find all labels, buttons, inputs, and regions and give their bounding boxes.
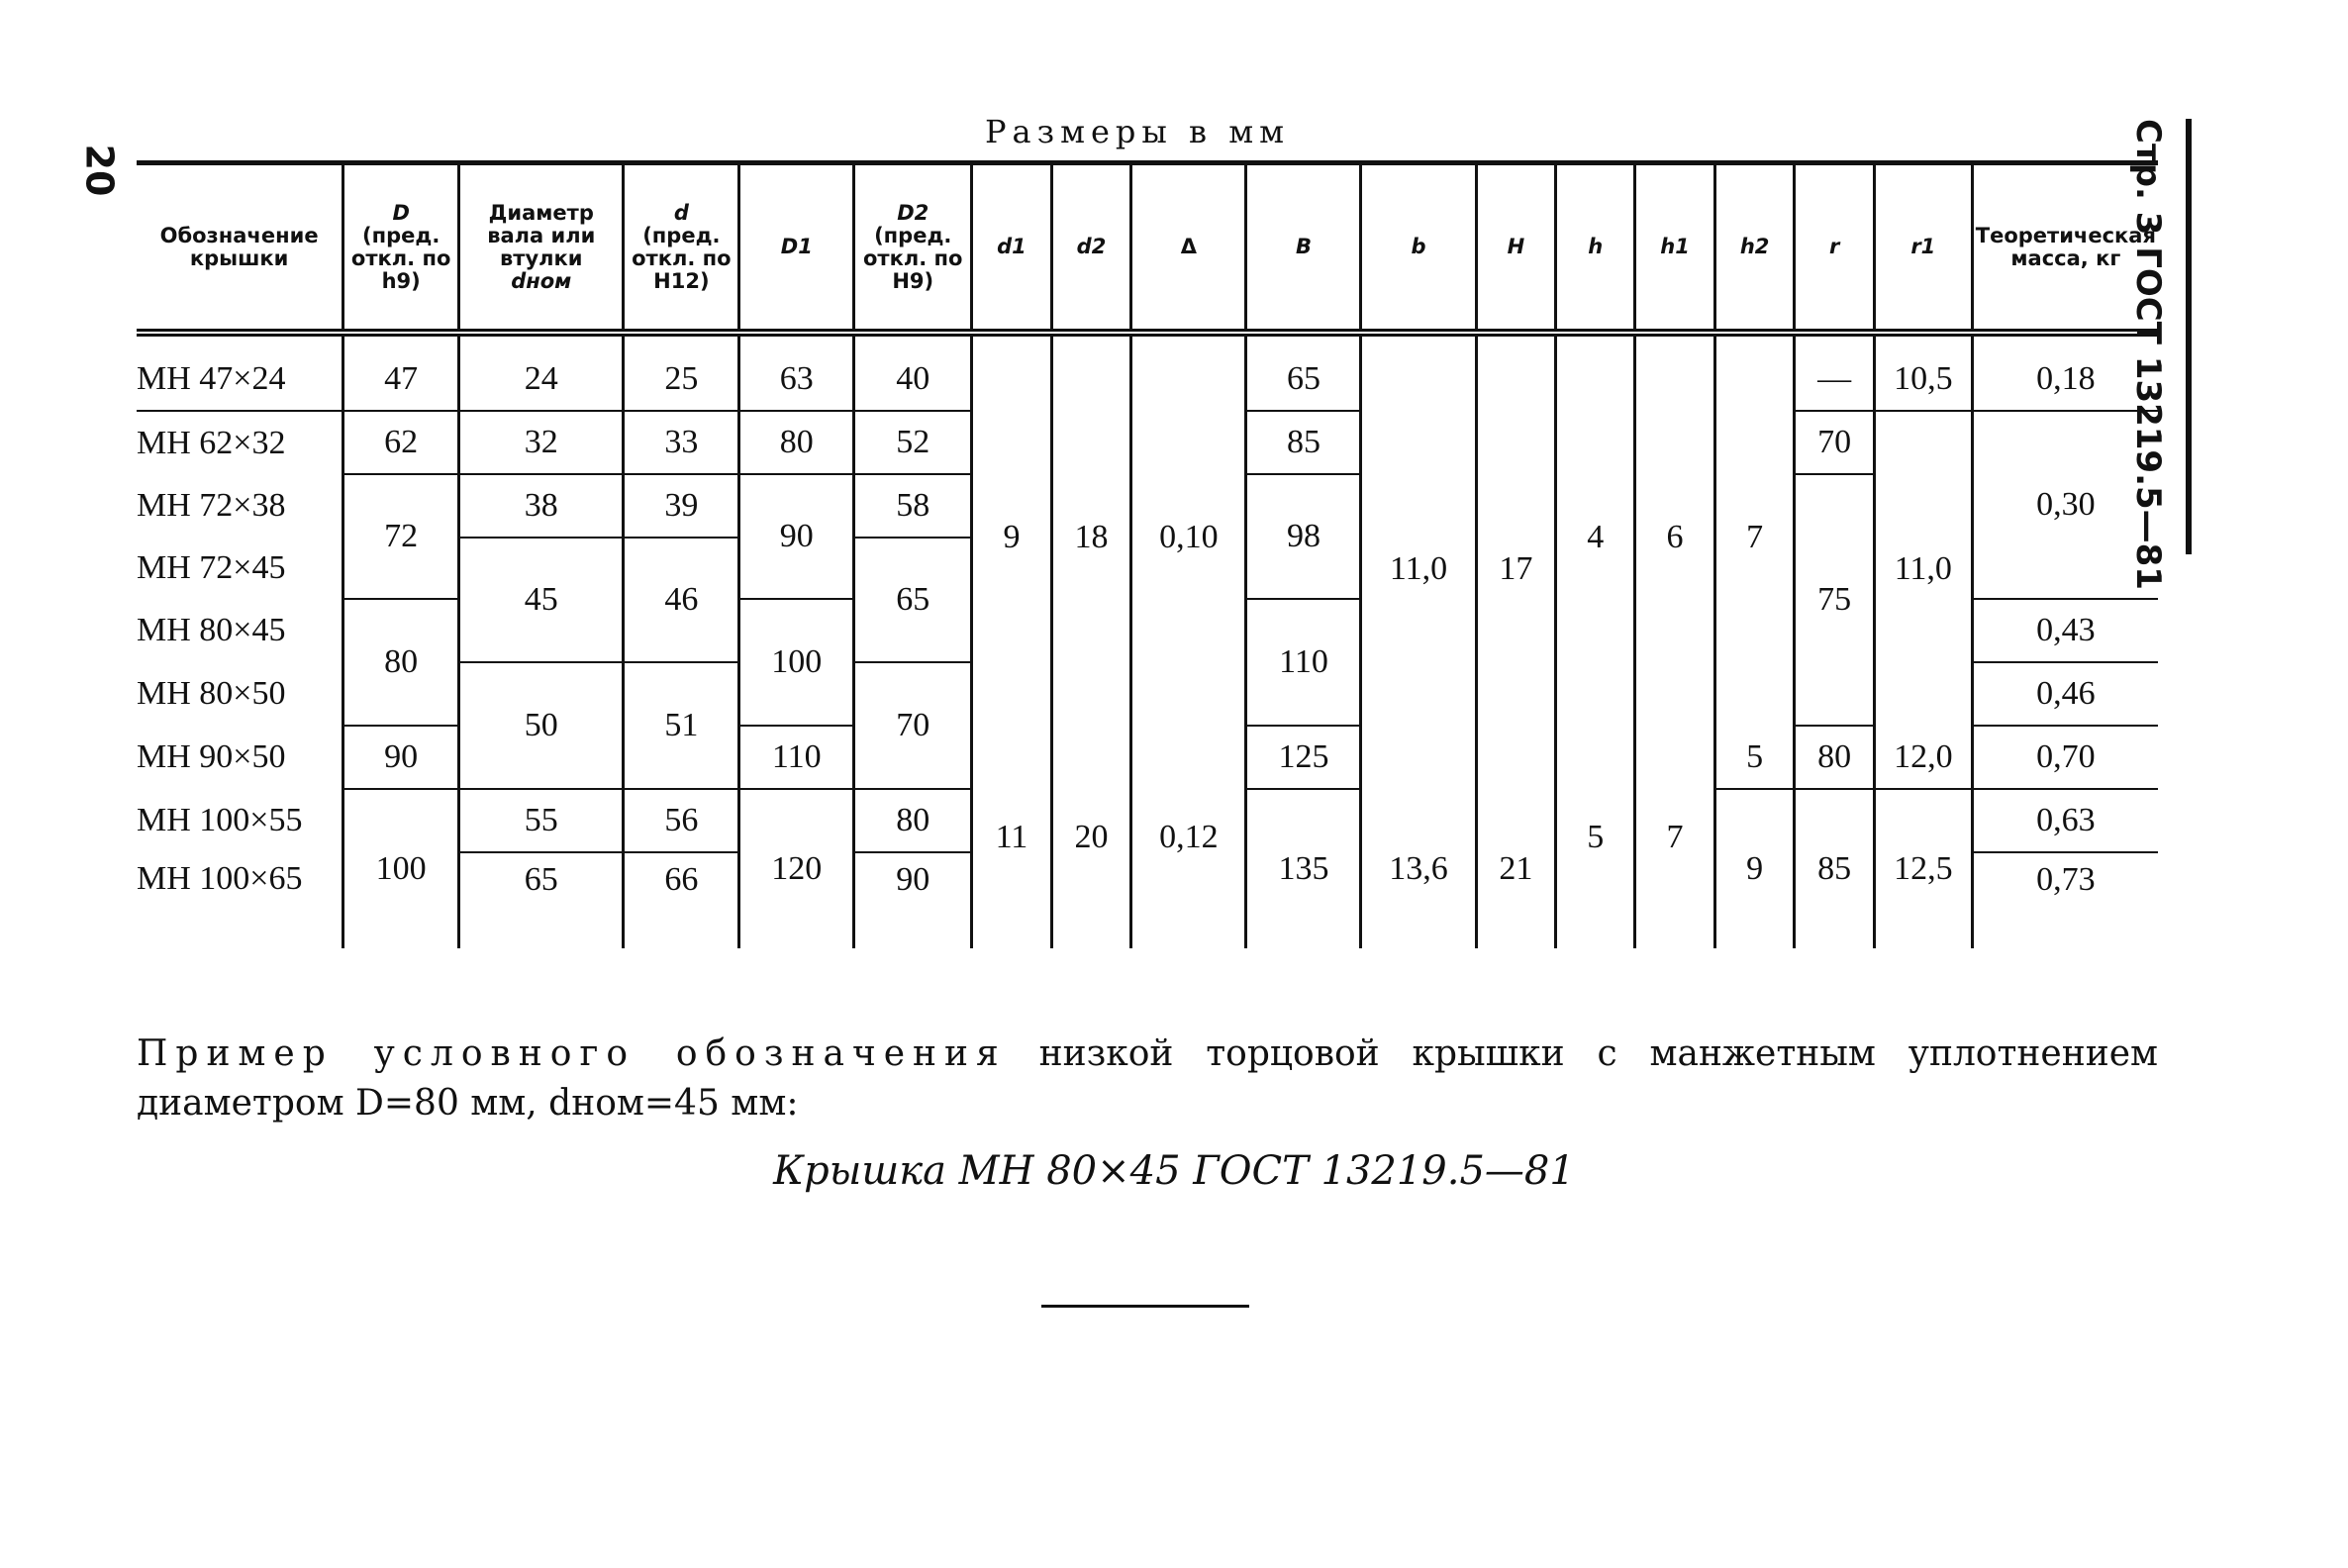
header-D1: D1 [739,163,854,334]
header-shaft [459,163,624,334]
cell-D: 47 [343,333,459,411]
cell-D2: 65 [854,538,972,662]
example-designation: Крышка МН 80×45 ГОСТ 13219.5—81 [773,1148,1575,1194]
table-row [137,726,2158,789]
cell-h1: 7 [1635,726,1715,948]
row-designation: МН 90×50 [137,738,286,775]
cell-D1: 63 [739,333,854,411]
header-D2-symbol: D2 [897,200,929,225]
cell-d: 56 [624,789,739,852]
cell-mass: 0,46 [1972,662,2158,726]
row-designation: МН 62×32 [137,424,286,461]
header-D2-tolerance: (пред. откл. по H9) [862,223,963,293]
cell-h2: 9 [1714,789,1795,948]
cell-D2: 40 [854,333,972,411]
cell-D2: 70 [854,662,972,789]
header-d2: d2 [1051,163,1131,334]
header-r1: r1 [1874,163,1972,334]
end-rule [1041,1305,1249,1308]
cell-D1: 120 [739,789,854,948]
row-designation: МН 80×45 [137,612,286,648]
cell-dnom: 38 [459,474,624,538]
cell-B: 98 [1246,474,1361,599]
example-paragraph [137,1029,2158,1128]
header-row [137,163,2158,334]
header-shaft-label: Диаметр вала или втулки [487,200,596,270]
cell-h2: 7 [1714,333,1795,726]
cell-r: 75 [1795,474,1875,726]
cell-delta: 0,12 [1131,726,1246,948]
cell-mass: 0,43 [1972,599,2158,662]
page-number: 20 [77,144,122,197]
cell-D2: 90 [854,852,972,948]
cell-d: 66 [624,852,739,948]
cell-h2: 5 [1714,726,1795,789]
cell-d: 51 [624,662,739,789]
cell-b: 11,0 [1361,333,1476,789]
cell-b: 13,6 [1361,789,1476,948]
cell-B: 85 [1246,411,1361,474]
cell-mass: 0,18 [1972,333,2158,411]
example-lead: Пример условного обозначения [137,1033,1007,1074]
cell-mass: 0,73 [1972,852,2158,948]
units-caption: Размеры в мм [985,113,1290,150]
cell-dnom: 50 [459,662,624,789]
header-delta: Δ [1131,163,1246,334]
cell-dnom: 55 [459,789,624,852]
cell-h: 4 [1556,333,1635,726]
cell-r: 70 [1795,411,1875,474]
header-D [343,163,459,334]
side-bar-rule [2186,119,2192,554]
cell-D: 80 [343,599,459,726]
header-shaft-symbol: dном [511,268,572,293]
row-designation: МН 80×50 [137,675,286,712]
cell-d1: 11 [972,726,1052,948]
header-h2: h2 [1714,163,1795,334]
cell-dnom: 65 [459,852,624,948]
cell-H: 21 [1476,789,1556,948]
row-designation: МН 100×65 [137,860,303,897]
header-D2 [854,163,972,334]
header-b: b [1361,163,1476,334]
table-row [137,333,2158,411]
cell-r1: 11,0 [1874,411,1972,726]
cell-B: 110 [1246,599,1361,726]
cell-r1: 10,5 [1874,333,1972,411]
header-d [624,163,739,334]
header-H: H [1476,163,1556,334]
cell-D1: 80 [739,411,854,474]
dimensions-table [137,160,2158,948]
cell-delta: 0,10 [1131,333,1246,726]
cell-B: 65 [1246,333,1361,411]
cell-H: 17 [1476,333,1556,789]
cell-r: — [1795,333,1875,411]
cell-D1: 110 [739,726,854,789]
cell-d2: 20 [1051,726,1131,948]
header-d-symbol: d [673,200,689,225]
cell-D2: 58 [854,474,972,538]
cell-d2: 18 [1051,333,1131,726]
cell-d: 25 [624,333,739,411]
cell-mass: 0,70 [1972,726,2158,789]
row-designation: МН 72×45 [137,549,286,586]
header-B: B [1246,163,1361,334]
header-d-tolerance: (пред. откл. по H12) [632,223,732,293]
cell-B: 135 [1246,789,1361,948]
cell-h1: 6 [1635,333,1715,726]
cell-B: 125 [1246,726,1361,789]
header-h: h [1556,163,1635,334]
row-designation: МН 47×24 [137,333,343,411]
cell-h: 5 [1556,726,1635,948]
cell-d: 39 [624,474,739,538]
header-mass: Теоретическая масса, кг [1972,163,2158,334]
cell-r1: 12,5 [1874,789,1972,948]
cell-D2: 52 [854,411,972,474]
cell-d: 46 [624,538,739,662]
header-h1: h1 [1635,163,1715,334]
cell-mass: 0,30 [1972,411,2158,599]
cell-D1: 100 [739,599,854,726]
cell-D2: 80 [854,789,972,852]
cell-r: 85 [1795,789,1875,948]
cell-r1: 12,0 [1874,726,1972,789]
header-d1: d1 [972,163,1052,334]
cell-D: 62 [343,411,459,474]
header-r: r [1795,163,1875,334]
cell-mass: 0,63 [1972,789,2158,852]
cell-dnom: 45 [459,538,624,662]
cell-D: 72 [343,474,459,599]
cell-D1: 90 [739,474,854,599]
row-designation: МН 100×55 [137,802,303,838]
cell-r: 80 [1795,726,1875,789]
cell-dnom: 24 [459,333,624,411]
row-designation: МН 72×38 [137,487,286,524]
cell-dnom: 32 [459,411,624,474]
header-D-symbol: D [392,200,410,225]
header-designation: Обозначение крышки [159,223,319,270]
cell-d: 33 [624,411,739,474]
header-D-tolerance: (пред. откл. по h9) [350,223,451,293]
cell-D: 100 [343,789,459,948]
cell-d1: 9 [972,333,1052,726]
standard-side-label: Стр. 3 ГОСТ 13219.5—81 [2128,119,2168,590]
cell-D: 90 [343,726,459,789]
example-text: низкой торцовой крышки с манжетным уплотнением диаметром D=80 мм, dном=45 мм: [137,1033,2158,1124]
